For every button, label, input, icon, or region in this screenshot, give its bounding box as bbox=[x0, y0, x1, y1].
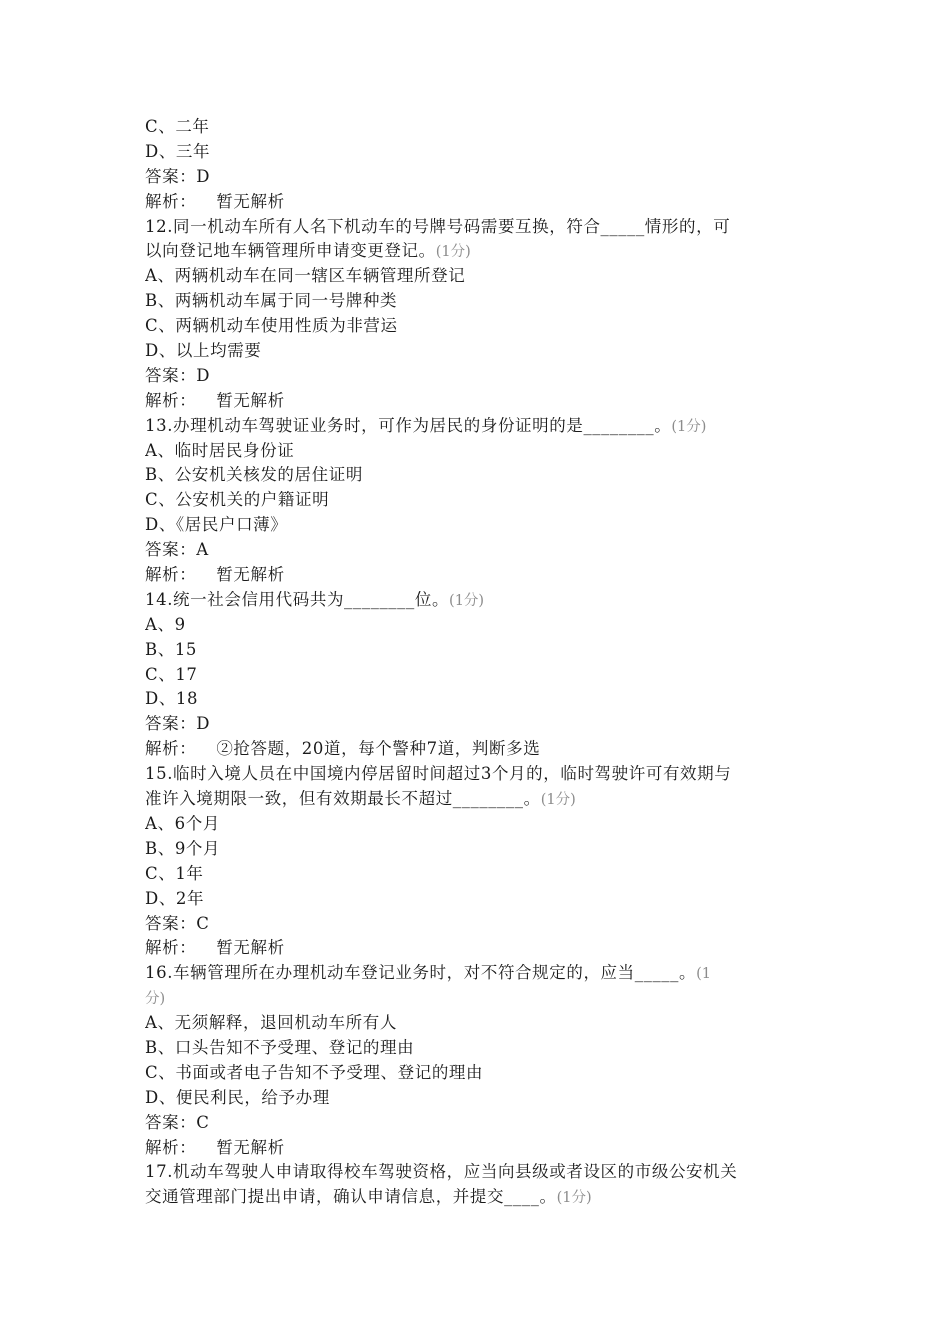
text-line bbox=[145, 115, 815, 140]
text-line bbox=[145, 264, 815, 289]
text-line bbox=[145, 687, 815, 712]
line-text: 答案：D bbox=[145, 714, 211, 734]
text-line bbox=[145, 1160, 815, 1185]
line-text: 答案：D bbox=[145, 365, 211, 385]
line-text: C、公安机关的户籍证明 bbox=[145, 490, 330, 510]
line-text: D、18 bbox=[145, 689, 199, 709]
line-text: 答案：C bbox=[145, 1112, 210, 1132]
line-text: D、《居民户口薄》 bbox=[145, 515, 288, 535]
text-line bbox=[145, 439, 815, 464]
line-text: 解析： bbox=[145, 1137, 197, 1157]
line-text: 解析： bbox=[145, 739, 197, 759]
line-text: 解析： bbox=[145, 565, 197, 585]
text-line bbox=[145, 463, 815, 488]
text-line bbox=[145, 1036, 815, 1061]
analysis-text: ②抢答题，20道，每个警种7道，判断多选 bbox=[216, 739, 541, 759]
text-line bbox=[145, 364, 815, 389]
score-label: (1分) bbox=[671, 418, 707, 435]
line-text: D、便民利民，给予办理 bbox=[145, 1087, 330, 1107]
question-text-block bbox=[145, 115, 815, 1210]
text-line bbox=[145, 812, 815, 837]
line-text: 答案：D bbox=[145, 166, 211, 186]
text-line bbox=[145, 414, 815, 439]
line-text: 解析： bbox=[145, 938, 197, 958]
text-line bbox=[145, 1061, 815, 1086]
text-line bbox=[145, 663, 815, 688]
text-line bbox=[145, 239, 815, 264]
line-text: 交通管理部门提出申请，确认申请信息，并提交____。 bbox=[145, 1187, 557, 1207]
line-text: B、口头告知不予受理、登记的理由 bbox=[145, 1037, 415, 1057]
line-text: 12.同一机动车所有人名下机动车的号牌号码需要互换，符合_____情形的，可 bbox=[145, 216, 731, 236]
line-text: D、2年 bbox=[145, 888, 205, 908]
text-line bbox=[145, 613, 815, 638]
line-text: 解析： bbox=[145, 390, 197, 410]
text-line bbox=[145, 190, 815, 215]
text-line bbox=[145, 862, 815, 887]
text-line bbox=[145, 837, 815, 862]
text-line bbox=[145, 389, 815, 414]
text-line bbox=[145, 513, 815, 538]
line-text: 16.车辆管理所在办理机动车登记业务时，对不符合规定的，应当_____。 bbox=[145, 963, 697, 983]
line-text: B、15 bbox=[145, 639, 198, 659]
line-text: B、9个月 bbox=[145, 838, 221, 858]
score-label: (1分) bbox=[556, 1190, 592, 1207]
text-line bbox=[145, 339, 815, 364]
analysis-text: 暂无解析 bbox=[216, 565, 285, 585]
line-text: 答案：C bbox=[145, 913, 210, 933]
text-line bbox=[145, 488, 815, 513]
text-line bbox=[145, 787, 815, 812]
line-text: 答案：A bbox=[145, 540, 209, 560]
text-line bbox=[145, 762, 815, 787]
text-line bbox=[145, 588, 815, 613]
text-line bbox=[145, 1086, 815, 1111]
analysis-text: 暂无解析 bbox=[216, 191, 285, 211]
text-line bbox=[145, 289, 815, 314]
text-line bbox=[145, 936, 815, 961]
line-text: D、三年 bbox=[145, 141, 211, 161]
text-line bbox=[145, 638, 815, 663]
score-label: (1 bbox=[696, 966, 711, 983]
analysis-text: 暂无解析 bbox=[216, 390, 285, 410]
line-text: A、临时居民身份证 bbox=[145, 440, 295, 460]
text-line bbox=[145, 961, 815, 986]
text-line bbox=[145, 215, 815, 240]
line-text: D、以上均需要 bbox=[145, 341, 262, 361]
text-line bbox=[145, 314, 815, 339]
text-line bbox=[145, 165, 815, 190]
line-text: 15.临时入境人员在中国境内停居留时间超过3个月的，临时驾驶许可有效期与 bbox=[145, 764, 732, 784]
line-text: 17.机动车驾驶人申请取得校车驾驶资格，应当向县级或者设区的市级公安机关 bbox=[145, 1162, 738, 1182]
text-line bbox=[145, 1185, 815, 1210]
line-text: A、两辆机动车在同一辖区车辆管理所登记 bbox=[145, 266, 466, 286]
line-text: 准许入境期限一致，但有效期最长不超过________。 bbox=[145, 789, 541, 809]
analysis-text: 暂无解析 bbox=[216, 938, 285, 958]
score-label: 分) bbox=[145, 991, 166, 1008]
text-line bbox=[145, 563, 815, 588]
line-text: C、书面或者电子告知不予受理、登记的理由 bbox=[145, 1062, 484, 1082]
line-text: A、无须解释，退回机动车所有人 bbox=[145, 1013, 397, 1033]
line-text: 以向登记地车辆管理所申请变更登记。 bbox=[145, 241, 436, 261]
score-label: (1分) bbox=[449, 592, 485, 609]
line-text: C、二年 bbox=[145, 117, 210, 136]
line-text: B、公安机关核发的居住证明 bbox=[145, 465, 363, 485]
text-line bbox=[145, 1011, 815, 1036]
text-line bbox=[145, 986, 815, 1011]
score-label: (1分) bbox=[540, 792, 576, 809]
line-text: 14.统一社会信用代码共为________位。 bbox=[145, 589, 450, 609]
text-line bbox=[145, 1111, 815, 1136]
line-text: B、两辆机动车属于同一号牌种类 bbox=[145, 291, 398, 311]
line-text: 解析： bbox=[145, 191, 197, 211]
score-label: (1分) bbox=[435, 244, 471, 261]
line-text: C、1年 bbox=[145, 863, 204, 883]
text-line bbox=[145, 1136, 815, 1161]
text-line bbox=[145, 912, 815, 937]
text-line bbox=[145, 538, 815, 563]
text-line bbox=[145, 887, 815, 912]
line-text: 13.办理机动车驾驶证业务时，可作为居民的身份证明的是________。 bbox=[145, 415, 672, 435]
line-text: C、两辆机动车使用性质为非营运 bbox=[145, 316, 398, 336]
line-text: A、6个月 bbox=[145, 813, 220, 833]
line-text: C、17 bbox=[145, 664, 198, 684]
analysis-text: 暂无解析 bbox=[216, 1137, 285, 1157]
text-line bbox=[145, 712, 815, 737]
text-line bbox=[145, 140, 815, 165]
text-line bbox=[145, 737, 815, 762]
line-text: A、9 bbox=[145, 614, 186, 634]
